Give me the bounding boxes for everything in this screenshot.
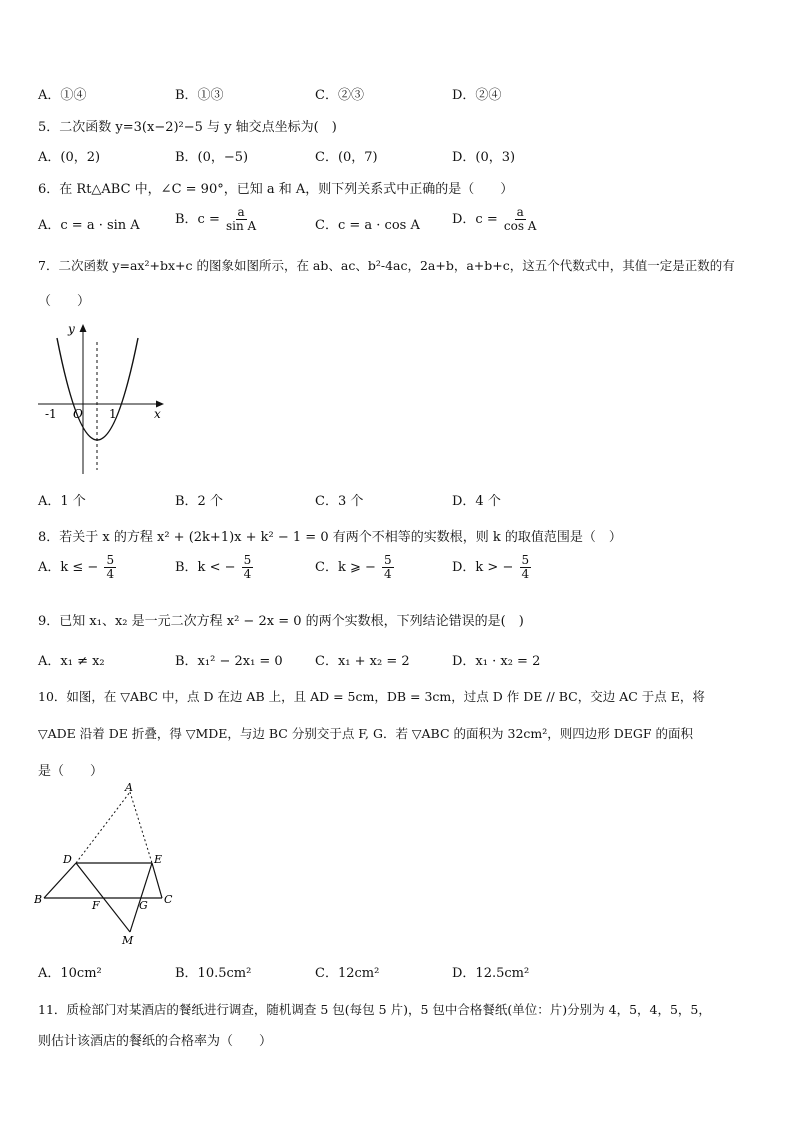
q6-options	[38, 206, 758, 242]
x-axis-label: x	[154, 407, 161, 421]
q8-option-a-lead: A．k ≤ −	[38, 560, 99, 575]
q9-stem: 9．已知 x₁、x₂ 是一元二次方程 x² − 2x = 0 的两个实数根，下列结论错误的是( )	[38, 614, 524, 629]
fraction-numerator: 5	[243, 553, 252, 567]
q6-option-d-fraction	[504, 206, 537, 233]
q8-option-a	[38, 554, 118, 581]
point-label-c: C	[164, 893, 173, 906]
q10-options	[38, 962, 758, 986]
q11-stem-line-2: 则估计该酒店的餐纸的合格率为（ ）	[38, 1034, 273, 1049]
segment-ad-dotted	[76, 792, 130, 863]
q4-option-c: C．②③	[315, 88, 364, 103]
q5-option-b: B．(0，−5)	[175, 150, 249, 165]
fraction-numerator: 5	[106, 553, 115, 567]
q8-option-d	[452, 554, 533, 581]
point-label-g: G	[139, 899, 148, 912]
q8-option-c	[315, 554, 396, 581]
q6-option-d-numerator: a	[516, 205, 524, 219]
q5-option-c: C．(0，7)	[315, 150, 378, 165]
q8-option-b-fraction	[242, 554, 254, 581]
q6-option-d-denominator: cos A	[503, 219, 537, 233]
point-label-e: E	[154, 853, 163, 866]
q7-option-b: B．2 个	[175, 494, 223, 509]
fraction-numerator: 5	[384, 553, 392, 567]
q4-option-b: B．①③	[175, 88, 224, 103]
fraction-denominator: 4	[243, 567, 252, 581]
q9-option-a: A．x₁ ≠ x₂	[38, 654, 105, 669]
fraction-denominator: 4	[384, 567, 392, 581]
q6-option-b-numerator: a	[237, 205, 245, 219]
q7-options	[38, 490, 758, 514]
q7-stem: 7．二次函数 y=ax²+bx+c 的图象如图所示，在 ab、ac、b²-4ac，2a+b，a+b+c，这五个代数式中，其值一定是正数的有	[38, 258, 735, 273]
tick-label-negative: -1	[45, 407, 57, 421]
origin-label: O	[73, 407, 83, 421]
y-axis-arrow	[80, 324, 87, 332]
q6-option-d-lead: D．c =	[452, 212, 498, 227]
q6-option-b-lead: B．c =	[175, 212, 220, 227]
q7-option-c: C．3 个	[315, 494, 364, 509]
q8-option-c-lead: C．k ⩾ −	[315, 560, 376, 575]
q6-option-c: C．c = a · cos A	[315, 218, 420, 233]
q4-option-d: D．②④	[452, 88, 502, 103]
q9-option-d: D．x₁ · x₂ = 2	[452, 654, 541, 669]
q8-option-c-fraction	[382, 554, 394, 581]
q11-stem-line-1: 11．质检部门对某酒店的餐纸进行调查，随机调查 5 包(每包 5 片)，5 包中合格餐纸(单位：片)分别为 4，5，4，5，5，	[38, 1002, 711, 1017]
q10-option-c: C．12cm²	[315, 966, 380, 981]
fraction-denominator: 4	[106, 567, 115, 581]
q4-option-a: A．①④	[38, 88, 87, 103]
q5-option-a: A．(0，2)	[38, 150, 101, 165]
q8-option-d-lead: D．k > −	[452, 560, 514, 575]
q6-stem: 6．在 Rt△ABC 中，∠C = 90°，已知 a 和 A，则下列关系式中正确的是（ ）	[38, 182, 514, 197]
q4-options	[38, 84, 758, 108]
q6-option-b-fraction	[226, 206, 256, 233]
tick-label-positive: 1	[109, 407, 117, 421]
point-label-b: B	[34, 893, 43, 906]
segment-ae-dotted	[130, 792, 152, 863]
q6-option-a: A．c = a · sin A	[38, 218, 140, 233]
segment-bd	[44, 863, 76, 898]
q8-stem: 8．若关于 x 的方程 x² + (2k+1)x + k² − 1 = 0 有两个不相等的实数根，则 k 的取值范围是（ ）	[38, 530, 622, 545]
q7-paren: （ ）	[38, 294, 91, 309]
fraction-denominator: 4	[521, 567, 530, 581]
parabola-curve	[57, 338, 138, 440]
q6-option-b	[175, 206, 258, 233]
q8-option-a-fraction	[104, 554, 116, 581]
point-label-d: D	[63, 853, 72, 866]
q7-option-d: D．4 个	[452, 494, 501, 509]
q9-option-c: C．x₁ + x₂ = 2	[315, 654, 410, 669]
fraction-numerator: 5	[521, 553, 530, 567]
q7-parabola-figure	[36, 320, 171, 480]
q5-stem: 5．二次函数 y=3(x−2)²−5 与 y 轴交点坐标为( )	[38, 120, 337, 135]
q9-options	[38, 650, 758, 674]
q9-option-b: B．x₁² − 2x₁ = 0	[175, 654, 283, 669]
q6-option-d	[452, 206, 538, 233]
point-label-m: M	[122, 934, 134, 947]
q10-option-a: A．10cm²	[38, 966, 102, 981]
point-label-f: F	[92, 899, 100, 912]
q10-stem-line-1: 10．如图，在 ▽ABC 中，点 D 在边 AB 上，且 AD = 5cm，DB = 3cm，过点 D 作 DE // BC，交边 AC 于点 E，将	[38, 689, 705, 704]
q5-option-d: D．(0，3)	[452, 150, 516, 165]
y-axis-label: y	[68, 322, 75, 336]
q5-options	[38, 146, 758, 170]
q10-option-d: D．12.5cm²	[452, 966, 530, 981]
q8-option-b	[175, 554, 255, 581]
q8-options	[38, 554, 758, 590]
q10-stem-line-2: ▽ADE 沿着 DE 折叠，得 ▽MDE，与边 BC 分别交于点 F, G．若 ▽ABC 的面积为 32cm²，则四边形 DEGF 的面积	[38, 726, 694, 741]
segment-ec	[152, 863, 162, 898]
q8-option-b-lead: B．k < −	[175, 560, 236, 575]
q10-option-b: B．10.5cm²	[175, 966, 252, 981]
q10-stem-line-3: 是（ ）	[38, 764, 104, 779]
point-label-a: A	[125, 781, 133, 794]
q6-option-b-denominator: sin A	[226, 219, 257, 233]
q7-option-a: A．1 个	[38, 494, 86, 509]
q8-option-d-fraction	[520, 554, 532, 581]
q10-triangle-figure	[34, 780, 184, 950]
